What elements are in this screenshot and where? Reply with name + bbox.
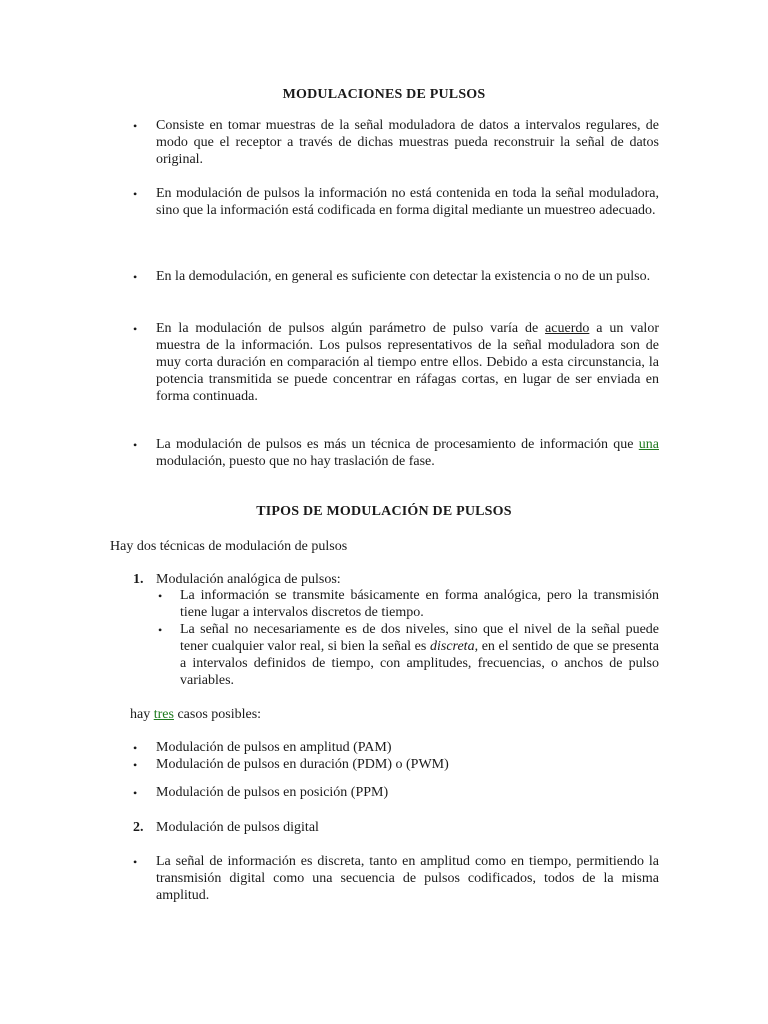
- bullet-icon: •: [133, 741, 138, 755]
- page-title: MODULACIONES DE PULSOS: [282, 87, 486, 102]
- bullet-icon: •: [133, 270, 138, 284]
- list-item-label: Modulación de pulsos digital: [156, 820, 319, 835]
- sub-bullet-digital: La señal de información es discreta, tanto en amplitud como en tiempo, permitiendo la transmisión digital como una secuencia de pulsos codificados, todos de la misma amplitud.: [156, 854, 659, 903]
- bullet-icon: •: [133, 322, 138, 336]
- intro-text: Hay dos técnicas de modulación de pulsos: [110, 539, 348, 554]
- bullet-icon: •: [133, 119, 138, 133]
- hyperlink-una[interactable]: una: [638, 437, 659, 452]
- paragraph-text: La modulación de pulsos es más un técnica de procesamiento de información que: [156, 437, 639, 452]
- paragraph-bullet-4: [156, 320, 659, 405]
- list-item: Modulación de pulsos en posición (PPM): [156, 785, 389, 800]
- hyperlink-tres[interactable]: tres: [153, 707, 174, 722]
- paragraph-bullet-2: En modulación de pulsos la información no está contenida en toda la señal moduladora, sino que la información está codificada en forma digital mediante un muestreo adecuado.: [156, 186, 659, 218]
- paragraph-text: hay: [130, 707, 154, 722]
- paragraph-text: , en el sentido de que se presenta a intervalos definidos de tiempo, con amplitudes, frecuencias, o anchos de pulso variables.: [180, 639, 659, 688]
- paragraph-text: En la modulación de pulsos algún parámetro de pulso varía de: [156, 321, 546, 336]
- bullet-icon: •: [133, 187, 138, 201]
- bullet-icon: •: [133, 786, 138, 800]
- paragraph-bullet-3: En la demodulación, en general es suficiente con detectar la existencia o no de un pulso.: [156, 269, 651, 284]
- emphasis-word: discreta: [429, 639, 475, 654]
- bullet-icon: •: [158, 623, 163, 637]
- list-item: Modulación de pulsos en duración (PDM) o (PWM): [156, 757, 449, 772]
- paragraph-text: modulación, puesto que no hay traslación de fase.: [156, 454, 435, 469]
- list-item: Modulación de pulsos en amplitud (PAM): [156, 740, 392, 755]
- paragraph-bullet-5: [156, 436, 659, 470]
- paragraph-bullet-1: Consiste en tomar muestras de la señal moduladora de datos a intervalos regulares, de modo que el receptor a través de dichas muestras pueda reconstruir la señal de datos original.: [156, 118, 659, 167]
- paragraph-text: casos posibles:: [173, 707, 262, 722]
- list-number: 2.: [133, 820, 144, 835]
- bullet-icon: •: [158, 589, 163, 603]
- list-number: 1.: [133, 572, 144, 587]
- underlined-word: acuerdo: [545, 321, 590, 336]
- section-title: TIPOS DE MODULACIÓN DE PULSOS: [256, 504, 512, 519]
- paragraph-text: a un valor muestra de la información. Los pulsos representativos de la señal moduladora son de muy corta duración en comparación al tiempo entre ellos. Debido a esta circunstancia, la potencia transmitida se puede concentrar en ráfagas cortas, en lugar de ser enviada en forma continuada.: [156, 321, 659, 404]
- sub-bullet-1: La información se transmite básicamente en forma analógica, pero la transmisión tiene lugar a intervalos discretos de tiempo.: [180, 588, 659, 620]
- paragraph-text: La señal no necesariamente es de dos niveles, sino que el nivel de la señal puede tener cualquier valor real, si bien la señal es: [180, 622, 659, 654]
- sub-bullet-2: [180, 621, 659, 689]
- bullet-icon: •: [133, 758, 138, 772]
- cases-line: [130, 706, 530, 723]
- bullet-icon: •: [133, 438, 138, 452]
- list-item-label: Modulación analógica de pulsos:: [156, 572, 341, 587]
- bullet-icon: •: [133, 855, 138, 869]
